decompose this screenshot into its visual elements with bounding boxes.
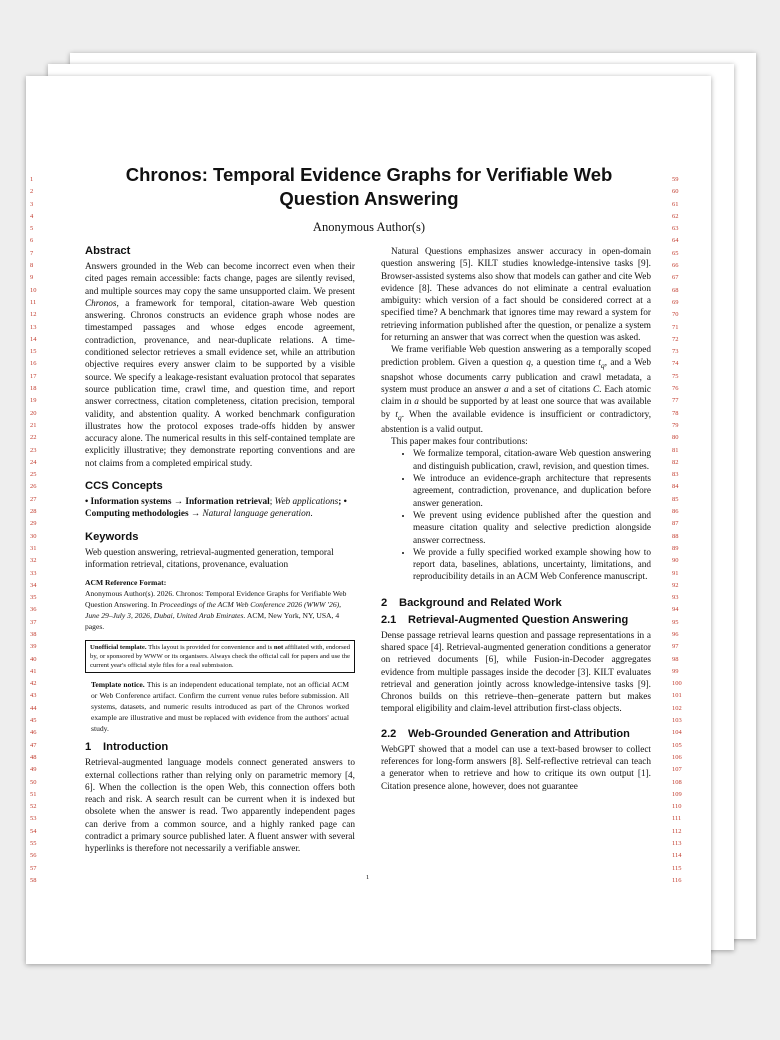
line-number: 27: [30, 495, 37, 503]
page-number: 1: [366, 874, 370, 881]
line-number: 16: [30, 360, 37, 368]
line-number: 64: [672, 237, 679, 245]
line-number: 67: [672, 274, 679, 282]
line-number: 86: [672, 508, 679, 516]
line-number: 56: [30, 852, 37, 860]
contribution-item: • We prevent using evidence published after the question and measure citation quality and selective prediction alongside answer correctness.: [413, 510, 651, 547]
line-number: 26: [30, 483, 37, 491]
line-number: 84: [672, 483, 679, 491]
line-number: 55: [30, 840, 37, 848]
line-numbers-left: [30, 174, 44, 887]
line-number: 35: [30, 594, 37, 602]
line-number: 63: [672, 225, 679, 233]
line-number: 23: [30, 446, 37, 454]
line-number: 62: [672, 212, 679, 220]
introduction-heading: 1 Introduction: [85, 741, 169, 754]
intro-paragraph-2: Natural Questions emphasizes answer accuracy in open-domain question answering [5]. KILT studies knowledge-intensive tasks [9]. Browser-assisted systems also show that models can gather and cite Web evidence [8]. These advances do not eliminate a central evaluation ambiguity: which version of a fact should be considered correct at a specified time? A benchmark that ignores time may reward a system for retrieving information published after the question, or penalize a system for returning an answer that was correct when the question was asked.: [381, 247, 651, 344]
line-number: 21: [30, 421, 37, 429]
line-number: 7: [30, 249, 34, 257]
line-number: 65: [672, 249, 679, 257]
ccs-heading: CCS Concepts: [85, 480, 163, 493]
line-numbers-right: [672, 174, 690, 887]
line-number: 37: [30, 618, 37, 626]
line-number: 46: [30, 729, 37, 737]
line-number: 112: [672, 827, 682, 835]
subsection-2-1-heading: 2.1 Retrieval-Augmented Question Answering: [381, 613, 629, 626]
line-number: 68: [672, 286, 679, 294]
line-number: 97: [672, 643, 679, 651]
line-number: 44: [30, 704, 37, 712]
line-number: 90: [672, 557, 679, 565]
line-number: 82: [672, 458, 679, 466]
line-number: 66: [672, 262, 679, 270]
line-number: 31: [30, 544, 37, 552]
line-number: 95: [672, 618, 679, 626]
line-number: 71: [672, 323, 679, 331]
abstract-heading: Abstract: [85, 245, 131, 257]
line-number: 57: [30, 864, 37, 872]
line-number: 80: [672, 434, 679, 442]
template-notice: Template notice. This is an independent educational template, not an official ACM or Web Conference artifact. Confirm the current venue rules before submission. All systems, datasets, and numeric results introduced as part of the Chronos worked example are illustrative and must be replaced with evidence from the authors' actual study.: [91, 680, 349, 734]
line-number: 104: [672, 729, 682, 737]
line-number: 94: [672, 606, 679, 614]
line-number: 2: [30, 188, 34, 196]
line-number: 4: [30, 212, 34, 220]
subsection-2-2-text: WebGPT showed that a model can use a text-based browser to collect references for long-form answers [8]. Self-reflective retrieval can teach a generator when to retrieve and how to critique its own output [1]. Citation presence alone, however, does not guarantee: [381, 744, 651, 792]
line-number: 59: [672, 176, 679, 183]
line-number: 79: [672, 421, 679, 429]
line-number: 103: [672, 717, 682, 725]
intro-paragraph-4: This paper makes four contributions:: [391, 437, 528, 448]
right-column: [381, 246, 651, 793]
paper-title: Chronos: Temporal Evidence Graphs for Verifiable Web Question Answering: [125, 164, 613, 209]
line-number: 99: [672, 667, 679, 675]
intro-paragraph-1: Retrieval-augmented language models connect generated answers to external collections rather than relying only on parametric memory [4, 6]. When the collection is the open Web, this connection offers both reach and risk. A search result can be current when it is indexed but obsolete when the answer is read. Two apparently independent pages can derive from a common source, and a highly ranked page can contradict a primary source published later. A fluent answer with several hyperlinks is therefore not necessarily a verifiable answer.: [85, 758, 355, 855]
line-number: 15: [30, 348, 37, 356]
line-number: 77: [672, 397, 679, 405]
line-number: 10: [30, 286, 37, 294]
line-number: 115: [672, 864, 682, 872]
line-number: 8: [30, 262, 34, 270]
line-number: 108: [672, 778, 682, 786]
line-number: 113: [672, 840, 682, 848]
line-number: 107: [672, 766, 682, 774]
line-number: 72: [672, 335, 679, 343]
keywords-heading: Keywords: [85, 530, 139, 543]
contribution-item: • We formalize temporal, citation-aware Web question answering and distinguish publication, crawl, revision, and question times.: [413, 448, 651, 473]
line-number: 9: [30, 274, 34, 282]
line-number: 20: [30, 409, 37, 417]
line-number: 111: [672, 815, 682, 823]
line-number: 88: [672, 532, 679, 540]
line-number: 1: [30, 176, 34, 183]
line-number: 50: [30, 778, 37, 786]
abstract-text: Answers grounded in the Web can become incorrect even when their cited pages remain accessible: facts change, pages are silently revised, and multiple sources may copy the same unsupported claim. We present Chronos, a framework for temporal, citation-aware Web question answering. Chronos constructs an evidence graph whose nodes are timestamped passages and whose edges encode agreement, contradiction, provenance, and near-duplicate relations. A time-conditioned selector retrieves a small evidence set, while an attribution objective requires every answer claim to be supported by a visible source. We specify a leakage-resistant evaluation protocol that separates source publication time, crawl time, and question time, and report answer correctness, citation completeness, citation precision, temporal validity, and abstention quality. A worked benchmark configuration illustrates how the protocol exposes trade-offs hidden by answer accuracy alone. The numerical results in this self-contained template are explicitly illustrative; they demonstrate reporting conventions and are not claims from a completed empirical study.: [85, 262, 355, 469]
line-number: 5: [30, 225, 34, 233]
unofficial-notice-box: Unofficial template. This layout is provided for convenience and is not affiliated with, endorsed by, or sponsored by WWW or its organisers. Always check the official call for papers and use the current year's official style files for a real submission.: [85, 640, 355, 673]
line-number: 29: [30, 520, 37, 528]
line-number: 102: [672, 704, 682, 712]
line-number: 76: [672, 385, 679, 393]
line-number: 17: [30, 372, 37, 380]
line-number: 74: [672, 360, 679, 368]
line-number: 78: [672, 409, 679, 417]
line-number: 85: [672, 495, 679, 503]
line-number: 100: [672, 680, 682, 688]
line-number: 39: [30, 643, 37, 651]
line-number: 75: [672, 372, 679, 380]
line-number: 36: [30, 606, 37, 614]
line-number: 105: [672, 741, 682, 749]
line-number: 34: [30, 581, 37, 589]
line-number: 48: [30, 753, 37, 761]
line-number: 109: [672, 790, 682, 798]
line-number: 60: [672, 188, 679, 196]
line-number: 25: [30, 471, 37, 479]
line-number: 96: [672, 630, 679, 638]
line-number: 14: [30, 335, 37, 343]
line-number: 11: [30, 298, 37, 306]
line-number: 45: [30, 717, 37, 725]
line-number: 12: [30, 311, 37, 319]
line-number: 54: [30, 827, 37, 835]
line-number: 53: [30, 815, 37, 823]
line-number: 22: [30, 434, 37, 442]
contribution-list: [381, 448, 651, 583]
line-number: 89: [672, 544, 679, 552]
line-number: 70: [672, 311, 679, 319]
line-number: 83: [672, 471, 679, 479]
line-number: 43: [30, 692, 37, 700]
line-number: 47: [30, 741, 37, 749]
line-number: 38: [30, 630, 37, 638]
line-number: 3: [30, 200, 34, 208]
line-number: 51: [30, 790, 37, 798]
line-number: 42: [30, 680, 37, 688]
acm-reference: ACM Reference Format: Anonymous Author(s). 2026. Chronos: Temporal Evidence Graphs for Verifiable Web Question Answering. In Proceedings of the ACM Web Conference 2026 (WWW '26), June 29–July 3, 2026, Dubai, United Arab Emirates. ACM, New York, NY, USA, 4 pages.: [85, 578, 347, 632]
line-number: 110: [672, 803, 682, 811]
acm-reference-heading: ACM Reference Format:: [85, 578, 167, 588]
contribution-item: • We introduce an evidence-graph architecture that represents agreement, contradiction, provenance, and duplication before answer generation.: [413, 473, 651, 510]
line-number: 61: [672, 200, 679, 208]
line-number: 18: [30, 385, 37, 393]
line-number: 6: [30, 237, 34, 245]
line-number: 116: [672, 876, 682, 884]
left-column: [85, 244, 355, 856]
paper-author: Anonymous Author(s): [312, 220, 426, 234]
line-number: 41: [30, 667, 37, 675]
line-number: 87: [672, 520, 679, 528]
line-number: 81: [672, 446, 679, 454]
line-number: 52: [30, 803, 37, 811]
line-number: 98: [672, 655, 679, 663]
line-number: 49: [30, 766, 37, 774]
contribution-item: • We provide a fully specified worked example showing how to report data, baselines, ablations, uncertainty, limitations, and reproducibility details in an ACM Web Conference manuscript.: [413, 547, 651, 584]
line-number: 69: [672, 298, 679, 306]
line-number: 24: [30, 458, 37, 466]
line-number: 30: [30, 532, 37, 540]
background-heading: 2 Background and Related Work: [381, 596, 562, 609]
line-number: 91: [672, 569, 679, 577]
line-number: 101: [672, 692, 682, 700]
ccs-text: • Information systems → Information retrieval; Web applications; • Computing methodologies → Natural language generation.: [85, 497, 347, 520]
keywords-text: Web question answering, retrieval-augmented generation, temporal information retrieval, citations, provenance, evaluation: [85, 547, 334, 570]
line-number: 114: [672, 852, 682, 860]
line-number: 32: [30, 557, 37, 565]
line-number: 19: [30, 397, 37, 405]
line-number: 58: [30, 876, 37, 884]
intro-paragraph-3: We frame verifiable Web question answering as a temporally scoped prediction problem. Given a question q, a question time $t_q$, and a Web snapshot whose documents carry publication and crawl metadata, a system must produce an answer a and a set of citations C. Each atomic claim in a should be supported by at least one source that was available by $t_q$. When the available evidence is insufficient or contradictory, abstention is a valid output.: [381, 345, 652, 435]
line-number: 28: [30, 508, 37, 516]
line-number: 92: [672, 581, 679, 589]
line-number: 33: [30, 569, 37, 577]
line-number: 93: [672, 594, 679, 602]
subsection-2-1-text: Dense passage retrieval learns question and passage representations in a shared space [4]. Retrieval-augmented generation conditions a generator on retrieved documents [6], while Fusion-in-Decoder aggregates evidence from multiple passages inside the decoder [3]. KILT evaluates retrieval and generation jointly across knowledge-intensive tasks [9]. Chronos builds on this retrieve–then–generate pattern but makes temporal eligibility and claim-level attribution first-class objects.: [381, 630, 651, 715]
line-number: 40: [30, 655, 37, 663]
subsection-2-2-heading: 2.2 Web-Grounded Generation and Attribution: [381, 727, 630, 740]
line-number: 73: [672, 348, 679, 356]
line-number: 13: [30, 323, 37, 331]
line-number: 106: [672, 753, 682, 761]
